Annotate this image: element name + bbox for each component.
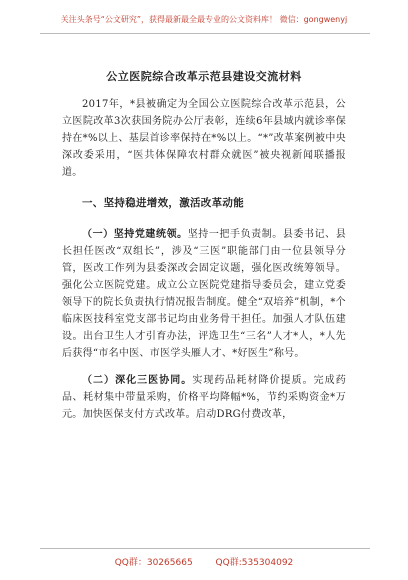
- header-banner: 关注头条号“公文研究”，获得最新最全最专业的公文资料库！ 微信：gongwenyj: [60, 15, 348, 24]
- item-2-paragraph: [62, 372, 346, 423]
- item-1-label: （一）坚持党建统领。: [82, 229, 188, 240]
- footer-qq-group-1: QQ群：30265665: [114, 558, 193, 568]
- intro-paragraph: 2017年，*县被确定为全国公立医院综合改革示范县，公立医院改革3次获国务院办公厅表彰，连续6年县域内就诊率保持在*%以上、基层首诊率保持在*%以上。“*”改革案例被中央深改委采用，“医共体保障农村群众就医”被央视新闻联播报道。: [62, 99, 346, 178]
- item-1-text: 坚持一把手负责制。县委书记、县长担任医改“双组长”，涉及“三医”职能部门由一位县领导分管，医改工作列为县委深改会固定议题，强化医改统筹领导。强化公立医院党建。成立公立医院党建指导委员会，建立党委领导下的院长负责执行情况报告制度。健全“双培养”机制，*个临床医技科室党支部书记均由业务骨干担任。加强人才队伍建设。出台卫生人才引育办法，评选卫生“三名”人才*人，*人先后获得“市名中医、市医学头雁人才、*好医生”称号。: [62, 229, 347, 359]
- document-body: [62, 96, 346, 423]
- item-2-label: （二）深化三医协同。: [82, 375, 193, 386]
- footer: [0, 555, 408, 568]
- footer-divider: [40, 548, 370, 549]
- header-divider: [40, 33, 370, 34]
- document-title: 公立医院综合改革示范县建设交流材料: [106, 70, 302, 83]
- item-2-text: 实现药品耗材降价提质。完成药品、耗材集中带量采购，价格平均降幅*%，节约采购资金*万元。加快医保支付方式改革。启动DRG付费改革，: [62, 375, 347, 420]
- footer-qq-group-2: QQ群:535304092: [215, 558, 294, 568]
- section-heading: 一、坚持稳进增效，激活改革动能: [82, 197, 244, 209]
- item-1-paragraph: [62, 226, 346, 362]
